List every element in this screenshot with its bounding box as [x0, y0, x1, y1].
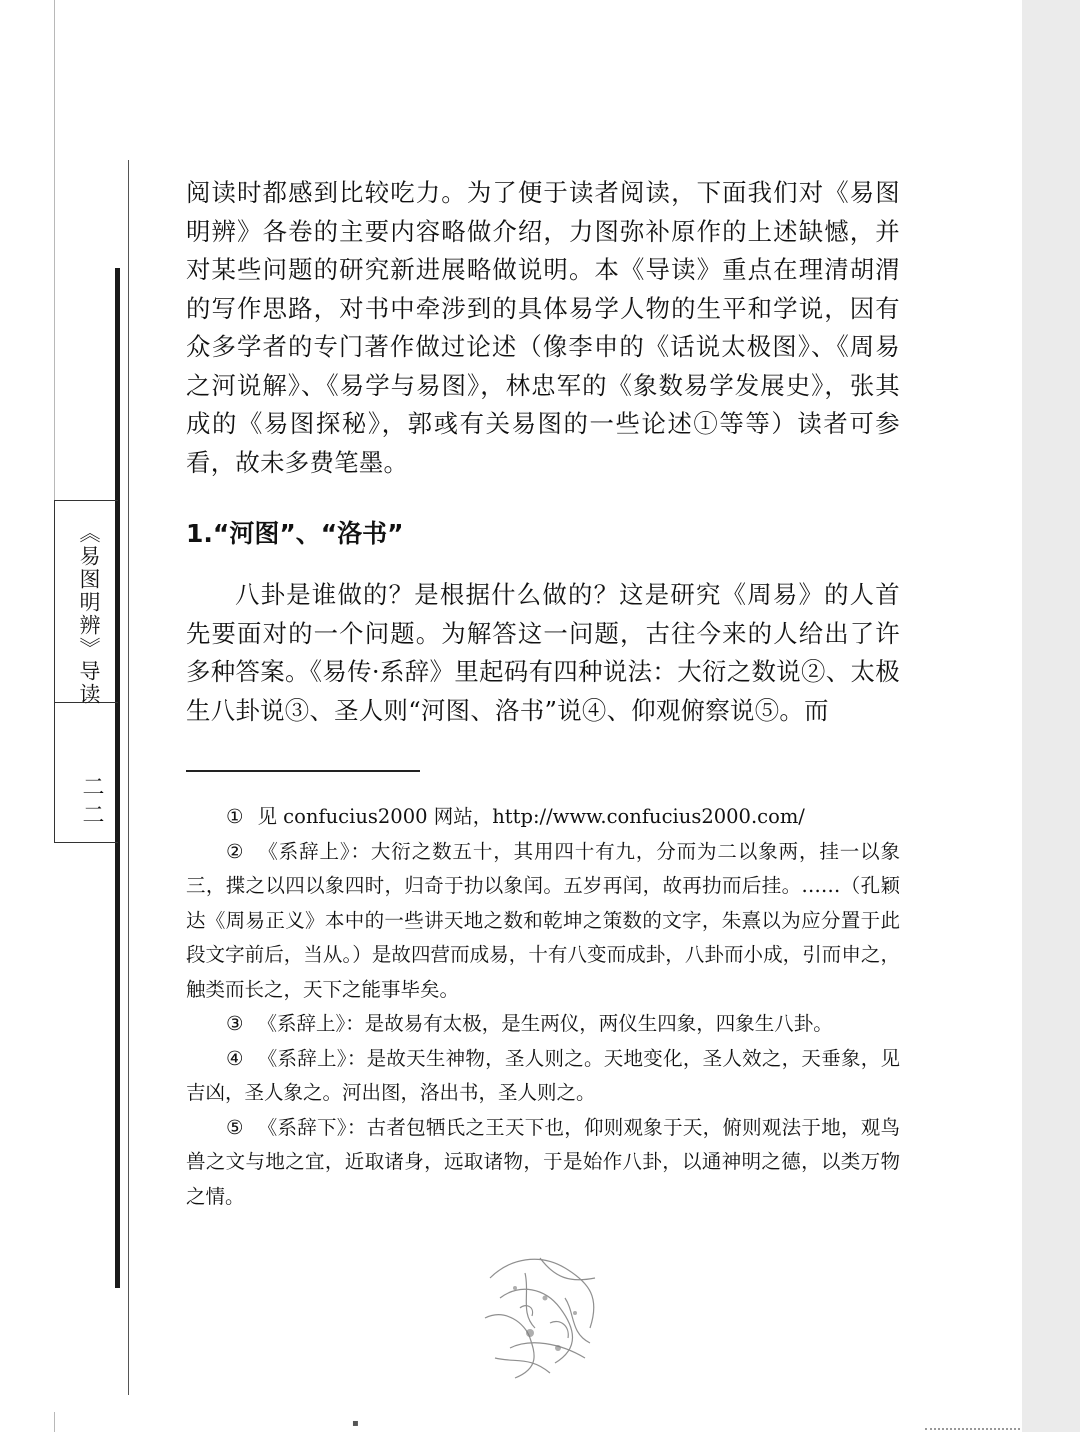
footnote-marker: ② [226, 839, 245, 863]
footnote-text: 见 confucius2000 网站，http://www.confucius2000.com/ [257, 805, 805, 828]
body-paragraph: 阅读时都感到比较吃力。为了便于读者阅读，下面我们对《易图明辨》各卷的主要内容略做介绍，力图弥补原作的上述缺憾，并对某些问题的研究新进展略做说明。本《导读》重点在理清胡渭的写作思路，对书中牵涉到的具体易学人物的生平和学说，因有众多学者的专门著作做过论述（像李申的《话说太极图》、《周易之河说解》、《易学与易图》，林忠军的《象数易学发展史》，张其成的《易图探秘》，郭彧有关易图的一些论述①等等）读者可参看，故未多费笔墨。 [186, 178, 900, 477]
page-edge-line-bottom [54, 1412, 55, 1432]
footnote-4 [186, 1042, 900, 1111]
section-paragraph: 八卦是谁做的？是根据什么做的？这是研究《周易》的人首先要面对的一个问题。为解答这一问题，古往今来的人给出了许多种答案。《易传·系辞》里起码有四种说法：大衍之数说②、太极生八卦说③、圣人则“河图、洛书”说④、仰观俯察说⑤。而 [186, 580, 900, 725]
footnote-marker: ⑤ [226, 1115, 244, 1139]
footnote-2 [186, 835, 900, 1008]
footnote-text: 《系辞上》：大衍之数五十，其用四十有九，分而为二以象两，挂一以象三，揲之以四以象四时，归奇于扐以象闰。五岁再闰，故再扐而后挂。……（孔颖达《周易正义》本中的一些讲天地之数和乾坤之策数的文字，朱熹以为应分置于此段文字前后，当从。）是故四营而成易，十有八变而成卦，八卦而小成，引而申之，触类而长之，天下之能事毕矣。 [186, 839, 900, 1001]
footnote-text: 《系辞上》：是故易有太极，是生两仪，两仪生四象，四象生八卦。 [257, 1012, 833, 1035]
footnote-5 [186, 1111, 900, 1215]
footnote-list [186, 800, 900, 1214]
footnote-separator [186, 770, 420, 772]
margin-book-title: 《易图明辨》导读 [77, 522, 101, 706]
footnote-text: 《系辞上》：是故天生神物，圣人则之。天地变化，圣人效之，天垂象，见吉凶，圣人象之。河出图，洛出书，圣人则之。 [186, 1046, 900, 1104]
scan-edge-dots [925, 1428, 1020, 1432]
footnote-text: 《系辞下》：古者包牺氏之王天下也，仰则观象于天，俯则观法于地，观鸟兽之文与地之宜，近取诸身，远取诸物，于是始作八卦，以通神明之德，以类万物之情。 [186, 1115, 900, 1208]
footnote-marker: ③ [226, 1012, 244, 1035]
footnote-1 [186, 800, 900, 835]
binding-shadow [115, 268, 120, 1288]
footnote-marker: ① [226, 805, 244, 828]
tab-border-bottom [54, 842, 118, 843]
footnote-marker: ④ [226, 1046, 244, 1070]
footnote-3 [186, 1007, 900, 1042]
scan-margin [1022, 0, 1080, 1432]
tab-border-top [54, 500, 118, 501]
margin-rule [128, 160, 129, 1395]
page-edge-line [54, 0, 55, 500]
page-number: 二二 [79, 775, 104, 831]
tab-border-left [54, 500, 55, 842]
scan-mark: ▪ [352, 1418, 359, 1429]
seal-stamp-icon [470, 1238, 620, 1388]
section-heading: 1.“河图”、“洛书” [186, 519, 404, 548]
